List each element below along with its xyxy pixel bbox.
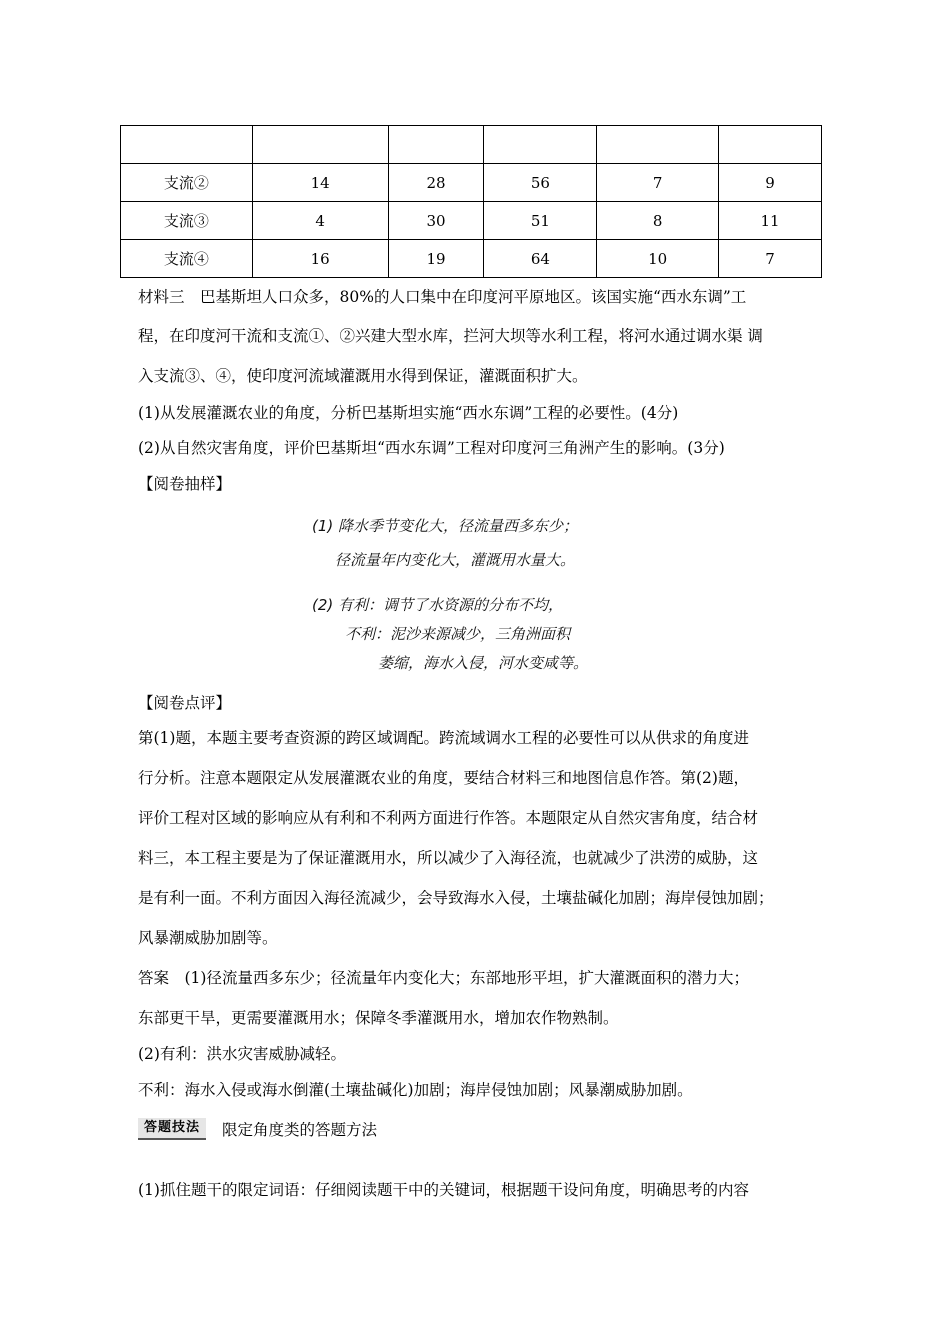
material3-line: 程，在印度河干流和支流①、②兴建大型水库，拦河大坝等水利工程，将河水通过调水渠 调: [138, 327, 763, 345]
review-line: 是有利一面。不利方面因入海径流减少，会导致海水入侵，土壤盐碱化加剧；海岸侵蚀加剧；: [138, 889, 774, 907]
table-cell: 28: [388, 164, 484, 202]
technique-badge: 答题技法: [138, 1118, 206, 1140]
table-cell: 64: [484, 240, 597, 278]
review-line: 第(1)题，本题主要考查资源的跨区域调配。跨流域调水工程的必要性可以从供求的角度进: [138, 729, 749, 747]
handwritten-line: 萎缩，海水入侵，河水变咸等。: [378, 654, 589, 672]
table-row: [121, 202, 822, 240]
question-2: (2)从自然灾害角度，评价巴基斯坦“西水东调”工程对印度河三角洲产生的影响。(3分): [138, 439, 725, 457]
material3-line: 材料三 巴基斯坦人口众多，80%的人口集中在印度河平原地区。该国实施“西水东调”工: [138, 288, 747, 306]
table-cell: 11: [719, 202, 822, 240]
table-cell: 14: [252, 164, 388, 202]
table-cell: 7: [719, 240, 822, 278]
table-row: [121, 240, 822, 278]
handwritten-line: 不利：泥沙来源减少，三角洲面积: [345, 625, 571, 643]
table-cell: [719, 126, 822, 164]
table-cell: [597, 126, 719, 164]
answer-line: 不利：海水入侵或海水倒灌(土壤盐碱化)加剧；海岸侵蚀加剧；风暴潮威胁加剧。: [138, 1081, 693, 1099]
review-heading: 【阅卷点评】: [138, 694, 232, 712]
table-cell: 19: [388, 240, 484, 278]
review-line: 料三，本工程主要是为了保证灌溉用水，所以减少了入海径流，也就减少了洪涝的威胁，这: [138, 849, 759, 867]
table-cell: [484, 126, 597, 164]
technique-title: 限定角度类的答题方法: [222, 1121, 378, 1139]
table-row: [121, 126, 822, 164]
table-cell: [252, 126, 388, 164]
review-line: 评价工程对区域的影响应从有利和不利两方面进行作答。本题限定从自然灾害角度，结合材: [138, 809, 759, 827]
row-label: 支流②: [121, 164, 253, 202]
table-cell: [388, 126, 484, 164]
answer-line: (2)有利：洪水灾害威胁减轻。: [138, 1045, 346, 1063]
table-cell: 9: [719, 164, 822, 202]
question-1: (1)从发展灌溉农业的角度，分析巴基斯坦实施“西水东调”工程的必要性。(4分): [138, 404, 679, 422]
technique-line: (1)抓住题干的限定词语：仔细阅读题干中的关键词，根据题干设问角度，明确思考的内容: [138, 1181, 749, 1199]
answer-line: 东部更干旱，更需要灌溉用水；保障冬季灌溉用水，增加农作物熟制。: [138, 1009, 619, 1027]
table-cell: 56: [484, 164, 597, 202]
row-label: 支流④: [121, 240, 253, 278]
table-cell: 10: [597, 240, 719, 278]
review-line: 行分析。注意本题限定从发展灌溉农业的角度，要结合材料三和地图信息作答。第(2)题，: [138, 769, 749, 787]
table-cell: 51: [484, 202, 597, 240]
row-label: 支流③: [121, 202, 253, 240]
handwritten-line: 径流量年内变化大，灌溉用水量大。: [335, 551, 576, 569]
table-cell: [121, 126, 253, 164]
answer-line: 答案 (1)径流量西多东少；径流量年内变化大；东部地形平坦，扩大灌溉面积的潜力大；: [138, 969, 749, 987]
table-cell: 4: [252, 202, 388, 240]
table-cell: 16: [252, 240, 388, 278]
material3-line: 入支流③、④，使印度河流域灌溉用水得到保证，灌溉面积扩大。: [138, 367, 588, 385]
table-row: [121, 164, 822, 202]
handwritten-line: (2) 有利：调节了水资源的分布不均，: [312, 596, 564, 614]
table-cell: 8: [597, 202, 719, 240]
sample-heading: 【阅卷抽样】: [138, 475, 232, 493]
table-cell: 7: [597, 164, 719, 202]
handwritten-line: (1) 降水季节变化大，径流量西多东少；: [312, 517, 579, 535]
runoff-table: [120, 125, 822, 278]
review-line: 风暴潮威胁加剧等。: [138, 929, 278, 947]
table-cell: 30: [388, 202, 484, 240]
